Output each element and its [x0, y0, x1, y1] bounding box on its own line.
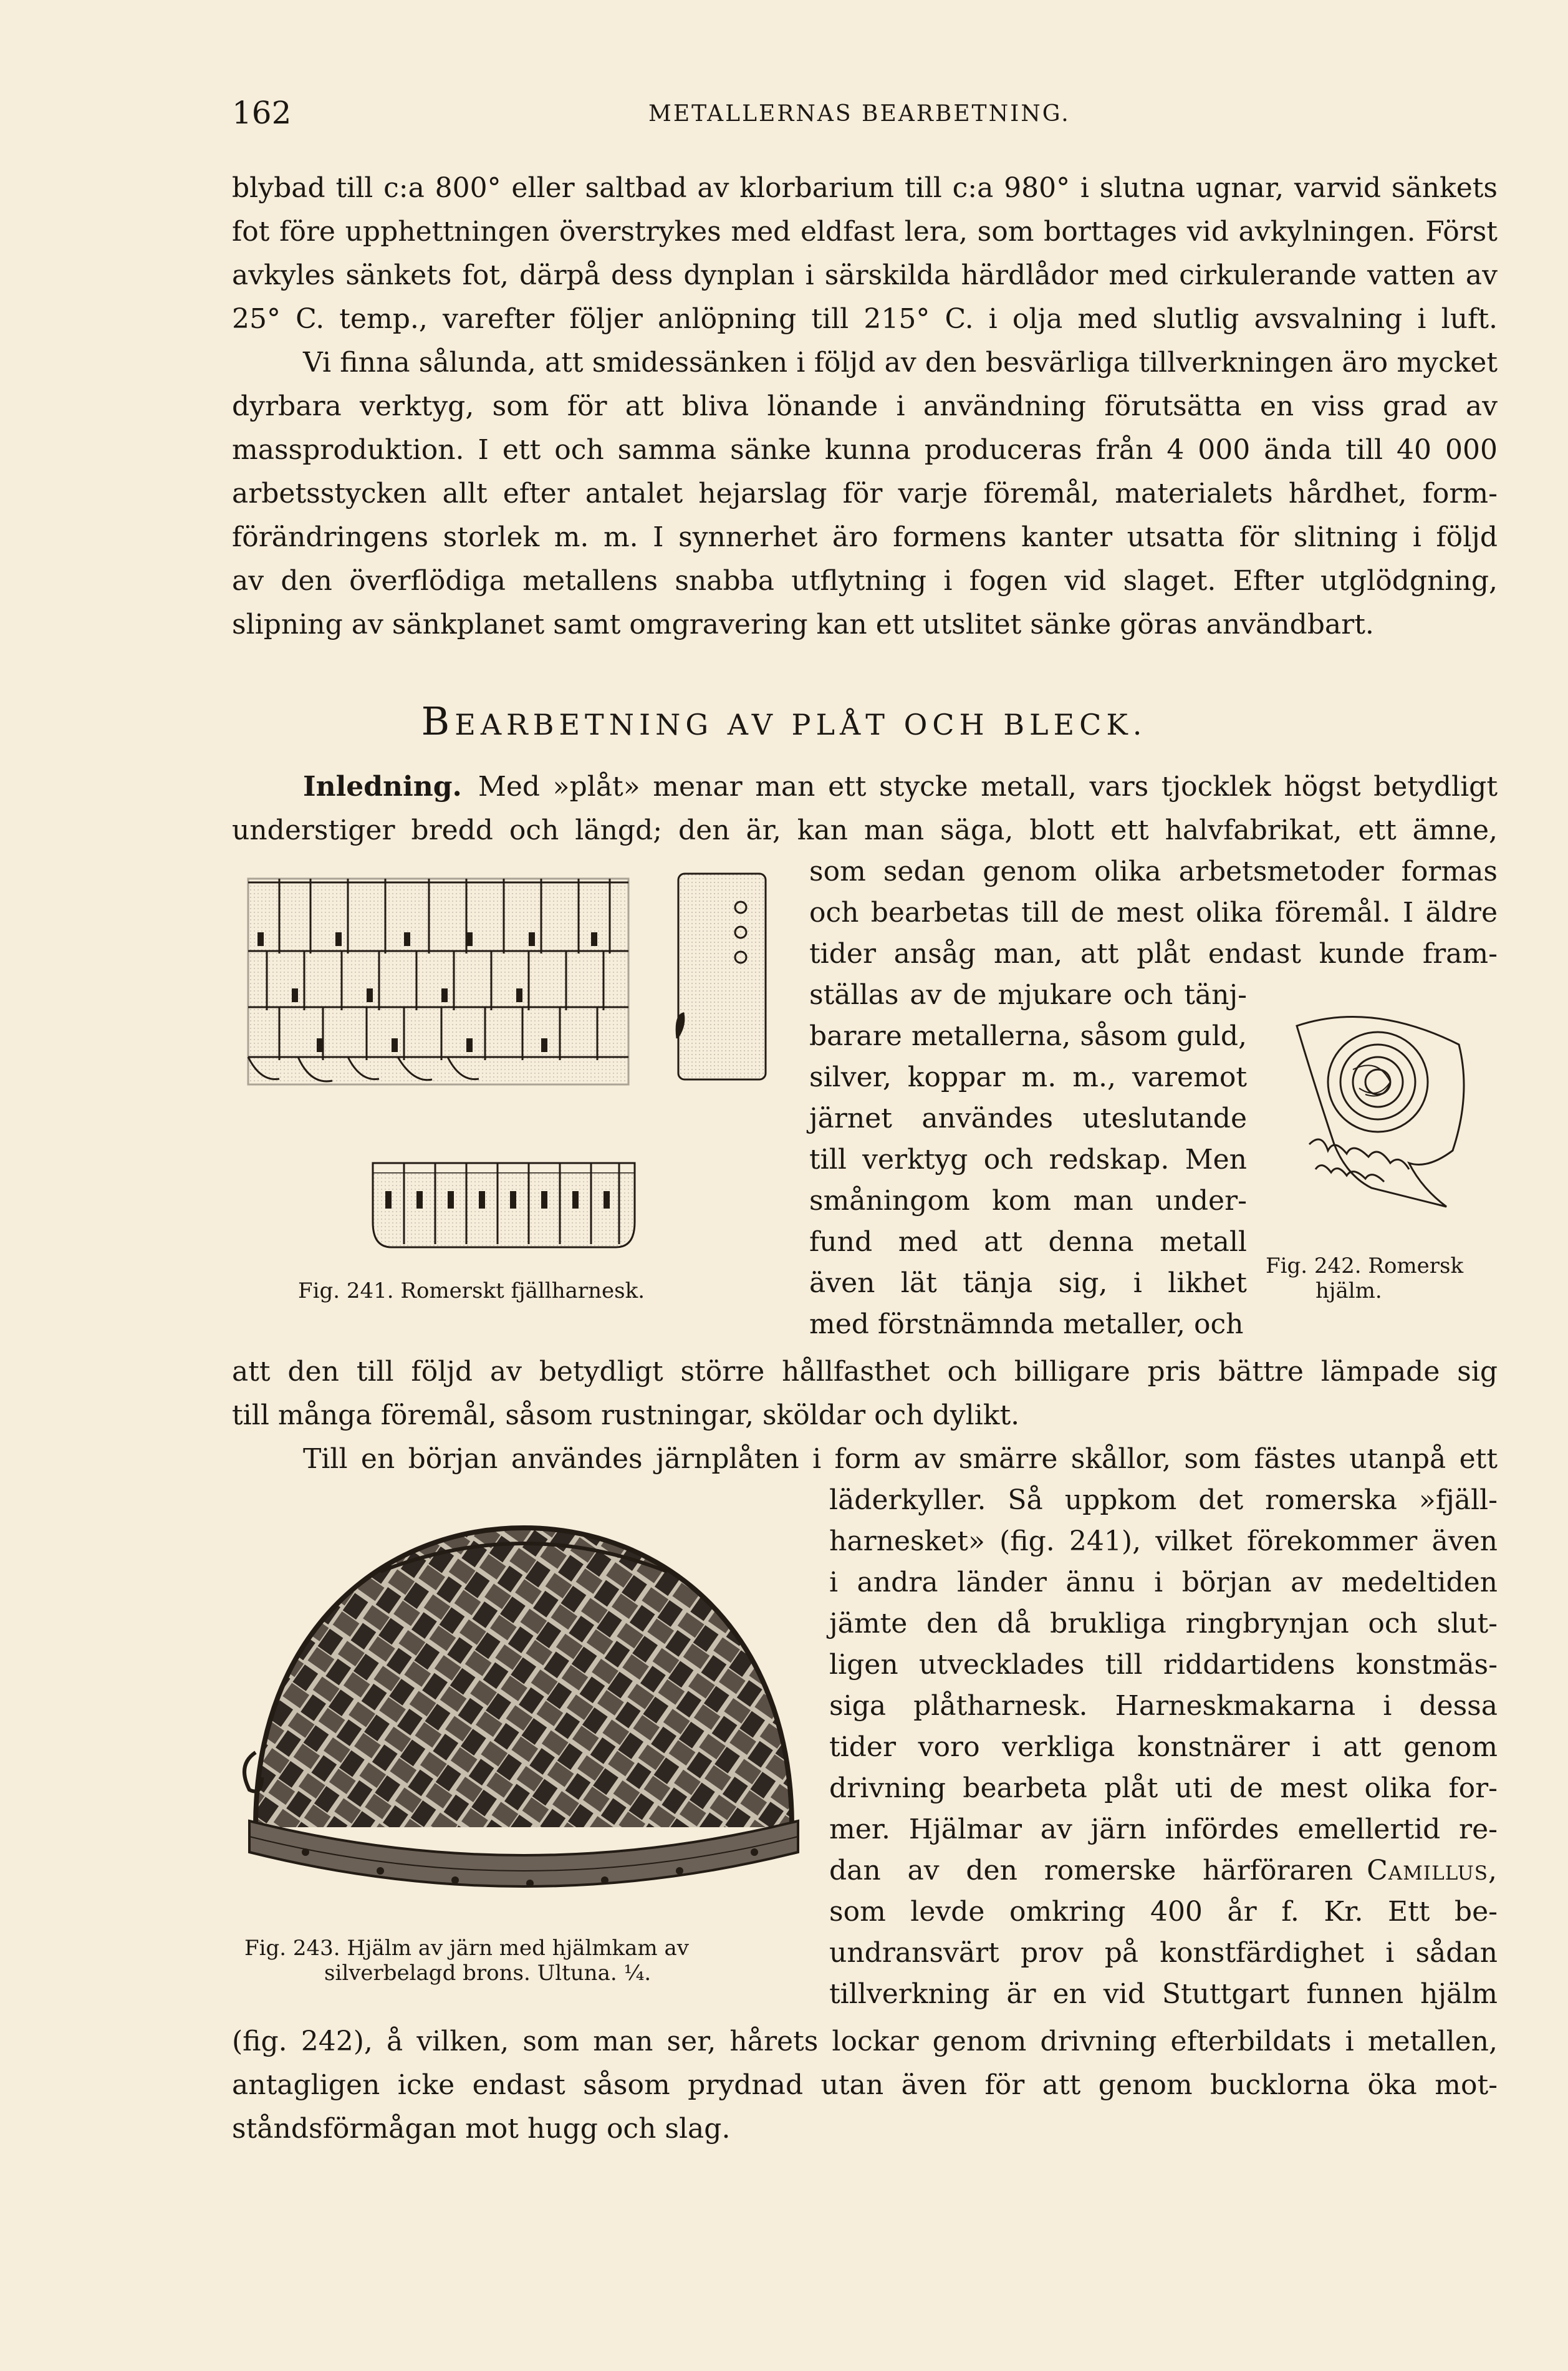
paragraph-3-column-line: drivning bearbeta plåt uti de mest olika for- [829, 1772, 1498, 1804]
intro-line-1: Med »plåt» menar man ett stycke metall, vars tjocklek högst betydligt [478, 771, 1498, 803]
intro-line-full: att den till följd av betydligt större hållfasthet och billigare pris bättre lämpade sig [232, 1356, 1498, 1388]
roman-helmet-illustration [1272, 1001, 1484, 1250]
paragraph-2-line: massproduktion. I ett och samma sänke kunna produceras från 4 000 ända till 40 000 [232, 434, 1498, 466]
figure-243-caption: Fig. 243. Hjälm av järn med hjälmkam av [244, 1936, 689, 1961]
figure-242-caption: Fig. 242. Romersk [1266, 1253, 1464, 1278]
paragraph-2-line: dyrbara verktyg, som för att bliva lönande i användning förutsätta en viss grad av [232, 390, 1498, 422]
iron-helmet-illustration [231, 1503, 804, 1927]
intro-line-2: understiger bredd och längd; den är, kan man säga, blott ett halvfabrikat, ett ämne, [232, 814, 1498, 846]
figure-243-iron-helmet [231, 1503, 804, 1927]
intro-lead-word: Inledning. [303, 771, 462, 803]
intro-line-full: till många föremål, såsom rustningar, sköldar och dylikt. [232, 1399, 1020, 1431]
paragraph-3-column-line: tider voro verkliga konstnärer i att genom [829, 1731, 1498, 1763]
intro-column-line: silver, koppar m. m., varemot [809, 1061, 1247, 1093]
paragraph-1-line: avkyles sänkets fot, därpå dess dynplan i särskilda härdlådor med cirkulerande vatten av [232, 259, 1498, 291]
figure-243-caption-2: silverbelagd brons. Ultuna. ¼. [324, 1961, 652, 1986]
intro-column-line: med förstnämnda metaller, och [809, 1308, 1244, 1340]
intro-column-line: tider ansåg man, att plåt endast kunde fram- [809, 938, 1498, 970]
page-number: 162 [232, 95, 292, 131]
paragraph-3-line: Till en början användes järnplåten i form av smärre skållor, som fästes utanpå ett [303, 1443, 1498, 1475]
figure-241-caption: Fig. 241. Romerskt fjällharnesk. [298, 1278, 645, 1303]
paragraph-3-column-line: undransvärt prov på konstfärdighet i sådan [829, 1937, 1498, 1969]
intro-column-line: även lät tänja sig, i likhet [809, 1267, 1247, 1299]
figure-242-roman-helmet [1272, 1001, 1484, 1250]
paragraph-1-line: 25° C. temp., varefter följer anlöpning till 215° C. i olja med slutlig avsvalning i luft. [232, 303, 1498, 335]
intro-line [303, 768, 1498, 806]
paragraph-3-column-line: mer. Hjälmar av järn infördes emellertid re- [829, 1813, 1498, 1845]
section-heading-initial: B [421, 698, 455, 744]
paragraph-3-column-text: dan av den romerske härföraren [829, 1855, 1354, 1886]
paragraph-3-line: ståndsförmågan mot hugg och slag. [232, 2113, 731, 2145]
paragraph-3-column-line: siga plåtharnesk. Harneskmakarna i dessa [829, 1690, 1498, 1722]
person-name-camillus: Camillus, [1367, 1855, 1498, 1886]
intro-column-line: och bearbetas till de mest olika föremål. I äldre [809, 897, 1498, 929]
section-heading [0, 698, 1568, 744]
paragraph-3-column-line: läderkyller. Så uppkom det romerska »fjäll- [829, 1484, 1498, 1516]
intro-column-line: järnet användes uteslutande [809, 1103, 1247, 1134]
paragraph-3-column-line: ligen utvecklades till riddartidens konstmäs- [829, 1649, 1498, 1681]
paragraph-3-column-line: jämte den då brukliga ringbrynjan och slut- [829, 1608, 1498, 1639]
paragraph-3-line: (fig. 242), å vilken, som man ser, hårets lockar genom drivning efterbildats i metallen, [232, 2026, 1498, 2057]
intro-column-line: ställas av de mjukare och tänj- [809, 979, 1247, 1011]
paragraph-1-line: fot före upphettningen överstrykes med eldfast lera, som borttages vid avkylningen. Först [232, 216, 1498, 248]
paragraph-2-line: Vi finna sålunda, att smidessänken i följd av den besvärliga tillverkningen äro mycket [303, 347, 1498, 379]
paragraph-3-column-line: som levde omkring 400 år f. Kr. Ett be- [829, 1896, 1498, 1928]
running-title: METALLERNAS BEARBETNING. [648, 101, 1070, 127]
paragraph-1-line: blybad till c:a 800° eller saltbad av klorbarium till c:a 980° i slutna ugnar, varvid sänkets [232, 172, 1498, 204]
paragraph-3-column-line: tillverkning är en vid Stuttgart funnen hjälm [829, 1978, 1498, 2010]
paragraph-3-column-line: i andra länder ännu i början av medeltiden [829, 1567, 1498, 1598]
intro-column-line: barare metallerna, såsom guld, [809, 1020, 1247, 1052]
figure-241-scale-armour [242, 870, 778, 1269]
section-heading-text: EARBETNING AV PLÅT OCH BLECK. [455, 708, 1147, 741]
intro-column-line: fund med att denna metall [809, 1226, 1247, 1258]
paragraph-3-column-line: harnesket» (fig. 241), vilket förekommer även [829, 1525, 1498, 1557]
figure-242-caption-2: hjälm. [1315, 1278, 1382, 1303]
paragraph-2-line: slipning av sänkplanet samt omgravering kan ett utslitet sänke göras användbart. [232, 609, 1374, 640]
paragraph-2-line: av den överflödiga metallens snabba utflytning i fogen vid slaget. Efter utglödgning, [232, 565, 1498, 597]
intro-column-line: till verktyg och redskap. Men [809, 1144, 1247, 1176]
paragraph-2-line: förändringens storlek m. m. I synnerhet äro formens kanter utsatta för slitning i följd [232, 521, 1498, 553]
intro-column-line: som sedan genom olika arbetsmetoder formas [809, 856, 1498, 887]
paragraph-3-line: antagligen icke endast såsom prydnad utan även för att genom bucklorna öka mot- [232, 2069, 1498, 2101]
intro-column-line: småningom kom man under- [809, 1185, 1247, 1217]
paragraph-3-column-line [829, 1852, 1498, 1890]
scale-armour-illustration [242, 870, 778, 1269]
paragraph-2-line: arbetsstycken allt efter antalet hejarslag för varje föremål, materialets hårdhet, form- [232, 478, 1498, 509]
